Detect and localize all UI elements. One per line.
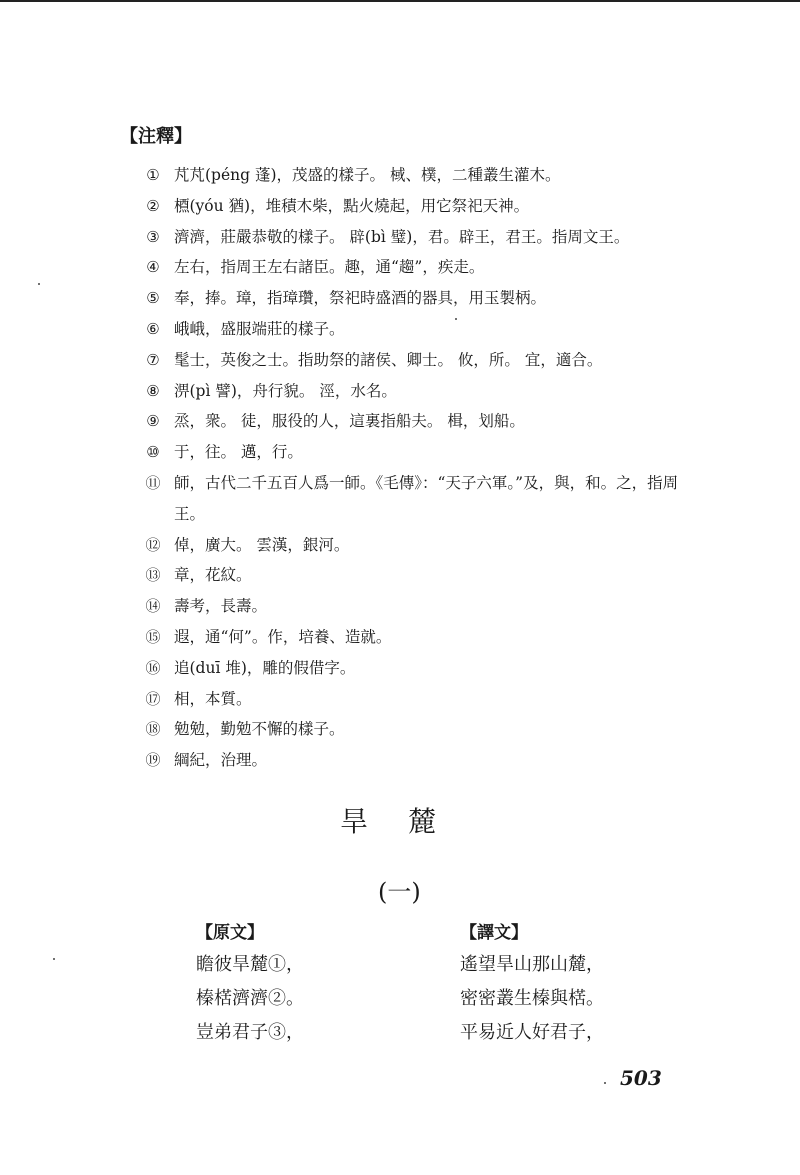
note-number: ③ [146,227,160,246]
note-item [140,222,740,253]
note-item [140,530,740,561]
scan-speck [53,958,55,960]
note-item [140,283,740,314]
note-text: 師，古代二千五百人爲一師。《毛傳》：“天子六軍。”及，與，和。之，指周王。 [174,473,679,523]
note-number: ⑩ [146,443,160,462]
note-number: ⑥ [146,319,160,338]
note-number: ⑬ [145,566,161,585]
scan-speck [38,283,40,285]
note-number: ② [146,196,160,215]
note-item [140,376,740,407]
translation-line: 遙望旱山那山麓， [460,954,604,975]
original-line: 榛楛濟濟②。 [196,988,304,1009]
notes-list [140,160,740,776]
note-text: 追(duī 堆)，雕的假借字。 [174,658,356,677]
note-text: 奉，捧。璋，指璋瓚，祭祀時盛酒的器具，用玉製柄。 [174,289,547,308]
translation-line: 密密叢生榛與楛。 [460,988,604,1009]
original-text-column [196,918,426,1050]
note-text: 相，本質。 [174,689,252,708]
note-number: ⑦ [146,350,160,369]
translation-column [460,918,690,1050]
note-text: 壽考，長壽。 [174,597,268,616]
note-item [140,560,740,591]
note-item [140,653,740,684]
note-text: 倬，廣大。 雲漢，銀河。 [174,535,350,554]
note-text: 左右，指周王左右諸臣。趣，通“趨”，疾走。 [174,258,485,277]
note-text: 髦士，英俊之士。指助祭的諸侯、卿士。 攸，所。 宜，適合。 [174,350,603,369]
original-line: 豈弟君子③， [196,1022,304,1043]
note-number: ⑤ [146,289,160,308]
note-number: ⑪ [145,473,161,492]
note-item [140,714,740,745]
note-text: 峨峨，盛服端莊的樣子。 [174,319,345,338]
note-item [140,314,740,345]
note-number: ⑮ [145,627,161,646]
note-number: ④ [146,258,160,277]
note-text: 遐，通“何”。作，培養、造就。 [174,627,392,646]
note-text: 章，花紋。 [174,566,252,585]
note-item [140,345,740,376]
note-item [140,622,740,653]
note-text: 濟濟，莊嚴恭敬的樣子。 辟(bì 璧)，君。辟王，君王。指周文王。 [174,227,630,246]
top-border-rule [0,0,800,2]
page-number: 503 [620,1066,662,1090]
note-text: 淠(pì 譬)，舟行貌。 涇，水名。 [174,381,397,400]
note-text: 芃芃(péng 蓬)，茂盛的樣子。 棫、樸，二種叢生灌木。 [174,166,561,184]
note-number: ⑱ [145,720,161,739]
note-item [140,591,740,622]
poem-title: 旱麓 [340,805,477,838]
note-text: 綱紀，治理。 [174,751,268,770]
note-text: 槱(yóu 猶)，堆積木柴，點火燒起，用它祭祀天神。 [174,196,530,215]
scan-speck [455,318,457,320]
note-number: ⑰ [145,689,161,708]
translation-header: 【譯文】 [460,923,528,943]
note-text: 烝，衆。 徒，服役的人，這裏指船夫。 楫，划船。 [174,412,525,431]
note-text: 勉勉，勤勉不懈的樣子。 [174,720,345,739]
note-item [140,745,740,776]
note-item [140,160,740,191]
note-item [140,406,740,437]
notes-header: 【注釋】 [120,126,192,147]
note-number: ⑯ [145,658,161,677]
note-number: ① [146,166,160,184]
note-item [140,684,740,715]
note-number: ⑫ [145,535,161,554]
note-item [140,252,740,283]
translation-line: 平易近人好君子， [460,1022,604,1043]
original-line: 瞻彼旱麓①， [196,954,304,975]
original-text-header: 【原文】 [196,923,264,943]
note-number: ⑲ [145,751,161,770]
note-number: ⑨ [146,412,160,431]
note-text: 于，往。 邁，行。 [174,443,303,462]
scan-speck [604,1082,606,1084]
note-number: ⑭ [145,597,161,616]
note-item [140,191,740,222]
note-item [140,437,740,468]
note-number: ⑧ [146,381,160,400]
poem-section-number: (一) [378,878,421,906]
note-item [140,468,740,530]
